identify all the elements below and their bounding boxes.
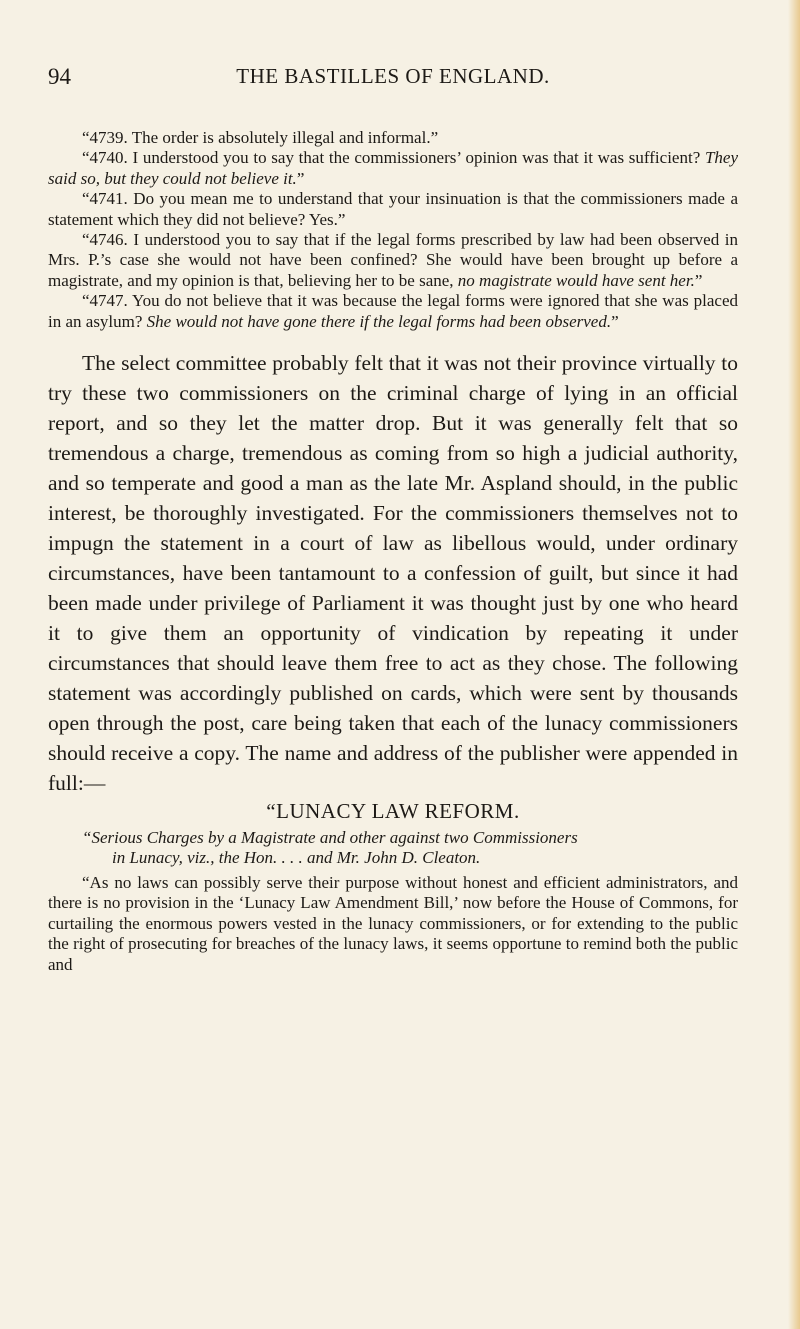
testimony-4741: “4741. Do you mean me to understand that your insinuation is that the commissioners made a statement which they did not believe? Yes.”: [48, 189, 738, 229]
testimony-4746: “4746. I understood you to say that if the legal forms prescribed by law had been observed in Mrs. P.’s case she would not have been confined? She would have been brought up before a magistrate, and my opinion is that, believing her to be sane, no magistrate would have sent her.”: [48, 230, 738, 290]
testimony-4740: “4740. I understood you to say that the commissioners’ opinion was that it was sufficient? They said so, but they could not believe it.”: [48, 148, 738, 188]
page-edge: [788, 0, 800, 1329]
testimony-4739: “4739. The order is absolutely illegal and informal.”: [82, 128, 439, 147]
body-text: [48, 348, 738, 798]
running-title: THE BASTILLES OF ENGLAND.: [236, 64, 550, 88]
testimony-4747: “4747. You do not believe that it was because the legal forms were ignored that she was placed in an asylum? She would not have gone there if the legal forms had been observed.”: [48, 291, 738, 331]
notice-card: [48, 798, 738, 975]
notice-heading: “LUNACY LAW REFORM.: [266, 799, 520, 824]
body-paragraph: The select committee probably felt that it was not their province virtually to try these two commissioners on the criminal charge of lying in an official report, and so they let the matter drop. But it was generally felt that so tremendous a charge, tremendous as coming from so high a judicial authority, and so temperate and good a man as the late Mr. Aspland should, in the public interest, be thoroughly investigated. For the commissioners themselves not to impugn the statement in a court of law as libellous would, under ordinary circumstances, have been tantamount to a confession of guilt, but since it had been made under privilege of Parliament it was thought just by one who heard it to give them an opportunity of vindication by repeating it under circumstances that should leave them free to act as they chose. The following statement was accordingly published on cards, which were sent by thousands open through the post, care being taken that each of the lunacy commissioners should receive a copy. The name and address of the publisher were appended in full:—: [48, 351, 738, 796]
testimony-block: [48, 128, 738, 332]
notice-body: “As no laws can possibly serve their purpose without honest and efficient administrators, and there is no provision in the ‘Lunacy Law Amendment Bill,’ now before the House of Commons, for curtailing the enormous powers vested in the lunacy commissioners, or for extending to the public the right of prosecuting for breaches of the lunacy laws, it seems opportune to remind both the public and: [48, 872, 738, 974]
page-number: 94: [48, 64, 71, 89]
book-page: [48, 56, 738, 975]
notice-subheading: “Serious Charges by a Magistrate and other against two Commissioners in Lunacy, viz., the Hon. . . . and Mr. John D. Cleaton.: [82, 828, 578, 868]
page-header: [48, 56, 738, 96]
